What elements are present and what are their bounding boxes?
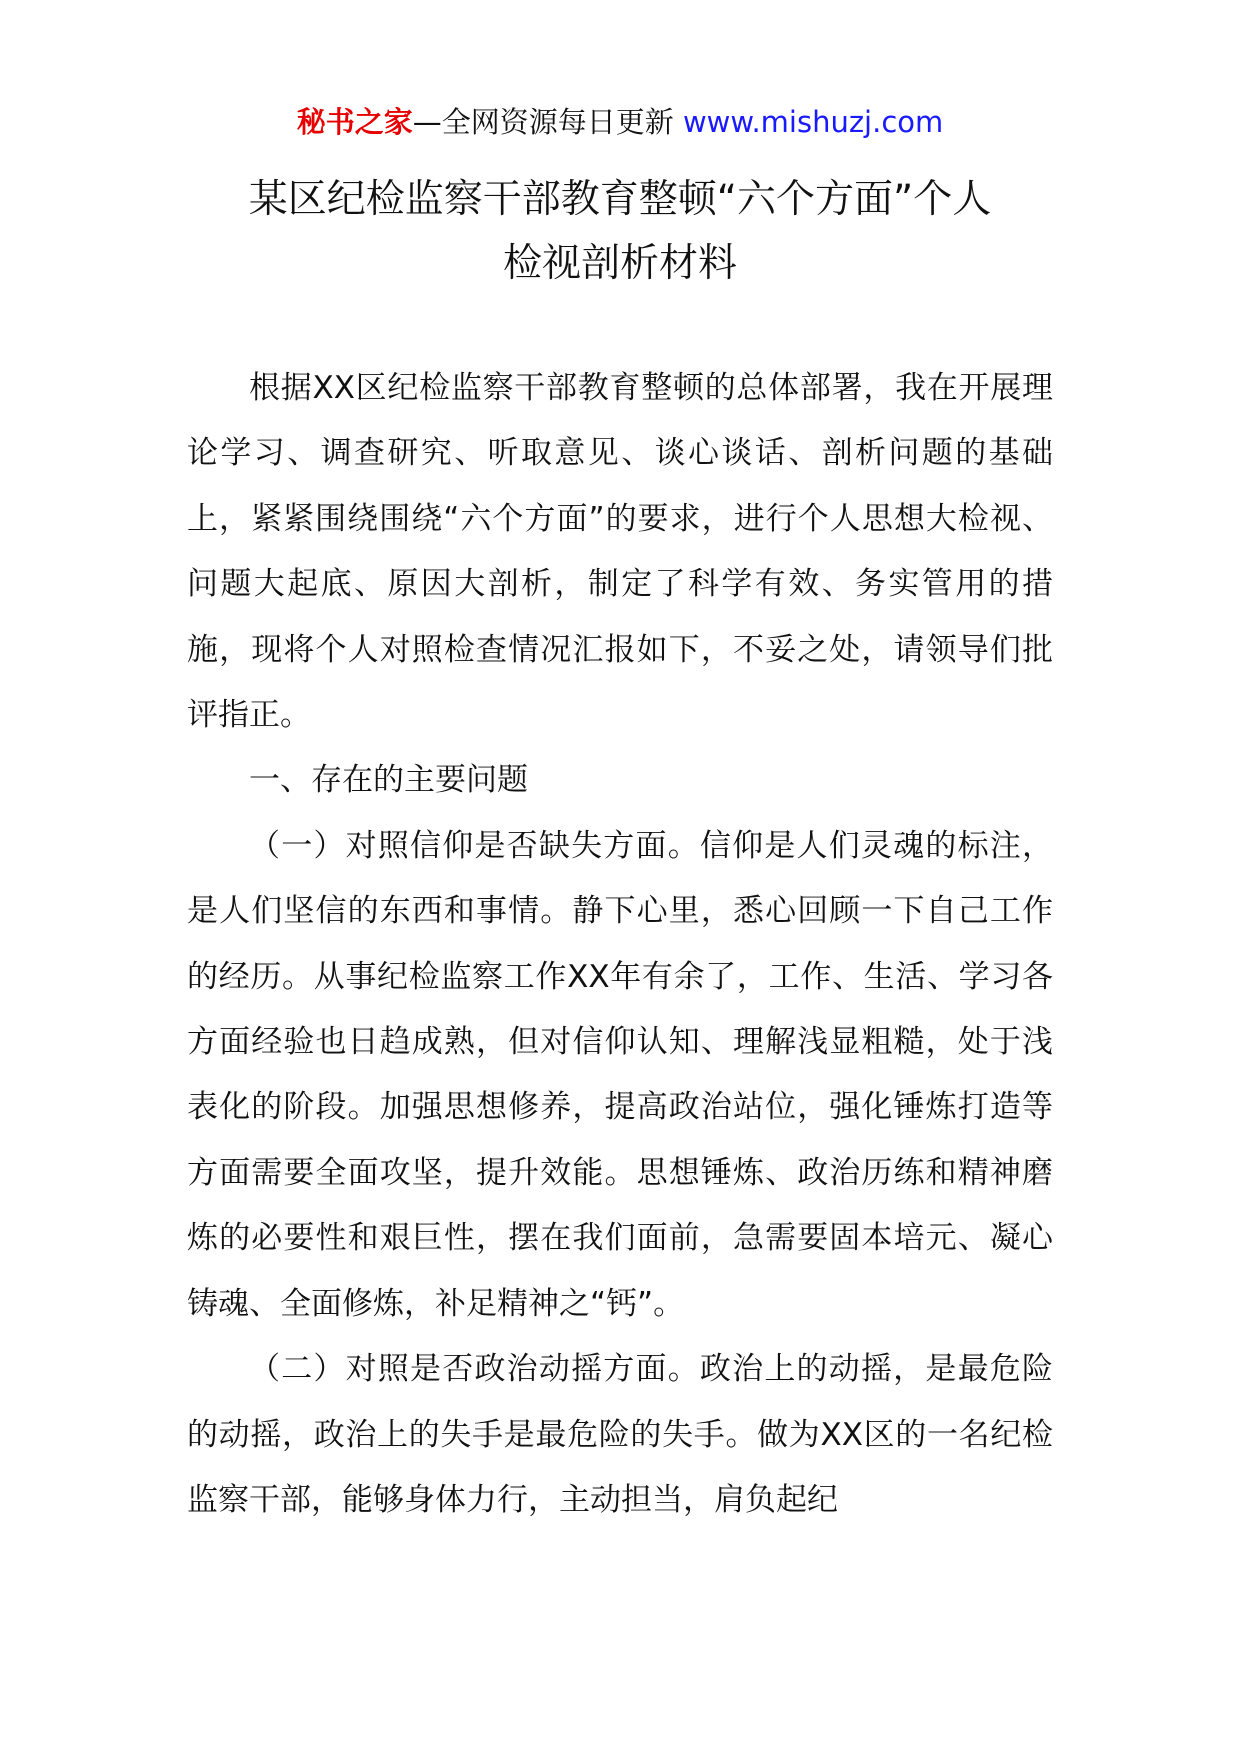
site-url-link[interactable]: www.mishuzj.com: [682, 105, 944, 139]
paragraph-intro: 根据XX区纪检监察干部教育整顿的总体部署，我在开展理论学习、调查研究、听取意见、谈心谈话、剖析问题的基础上，紧紧围绕围绕“六个方面”的要求，进行个人思想大检视、问题大起底、原因大剖析，制定了科学有效、务实管用的措施，现将个人对照检查情况汇报如下，不妥之处，请领导们批评指正。: [187, 370, 1053, 734]
section-heading-1: 一、存在的主要问题: [249, 762, 528, 799]
paragraph-item-1: （一）对照信仰是否缺失方面。信仰是人们灵魂的标注，是人们坚信的东西和事情。静下心里，悉心回顾一下自己工作的经历。从事纪检监察工作XX年有余了，工作、生活、学习各方面经验也日趋成熟，但对信仰认知、理解浅显粗糙，处于浅表化的阶段。加强思想修养，提高政治站位，强化锤炼打造等方面需要全面攻坚，提升效能。思想锤炼、政治历练和精神磨炼的必要性和艰巨性，摆在我们面前，急需要固本培元、凝心铸魂、全面修炼，补足精神之“钙”。: [187, 827, 1053, 1322]
site-brand: 秘书之家: [296, 105, 413, 139]
document-title: [150, 168, 1090, 296]
title-line-2: 检视剖析材料: [502, 241, 737, 286]
paragraph-item-2: （二）对照是否政治动摇方面。政治上的动摇，是最危险的动摇，政治上的失手是最危险的失手。做为XX区的一名纪检监察干部，能够身体力行，主动担当，肩负起纪: [187, 1351, 1053, 1518]
site-header: [0, 102, 1240, 142]
site-tagline: —全网资源每日更新: [412, 105, 674, 139]
document-body: [187, 356, 1053, 1533]
title-line-1: 某区纪检监察干部教育整顿“六个方面”个人: [248, 177, 992, 222]
